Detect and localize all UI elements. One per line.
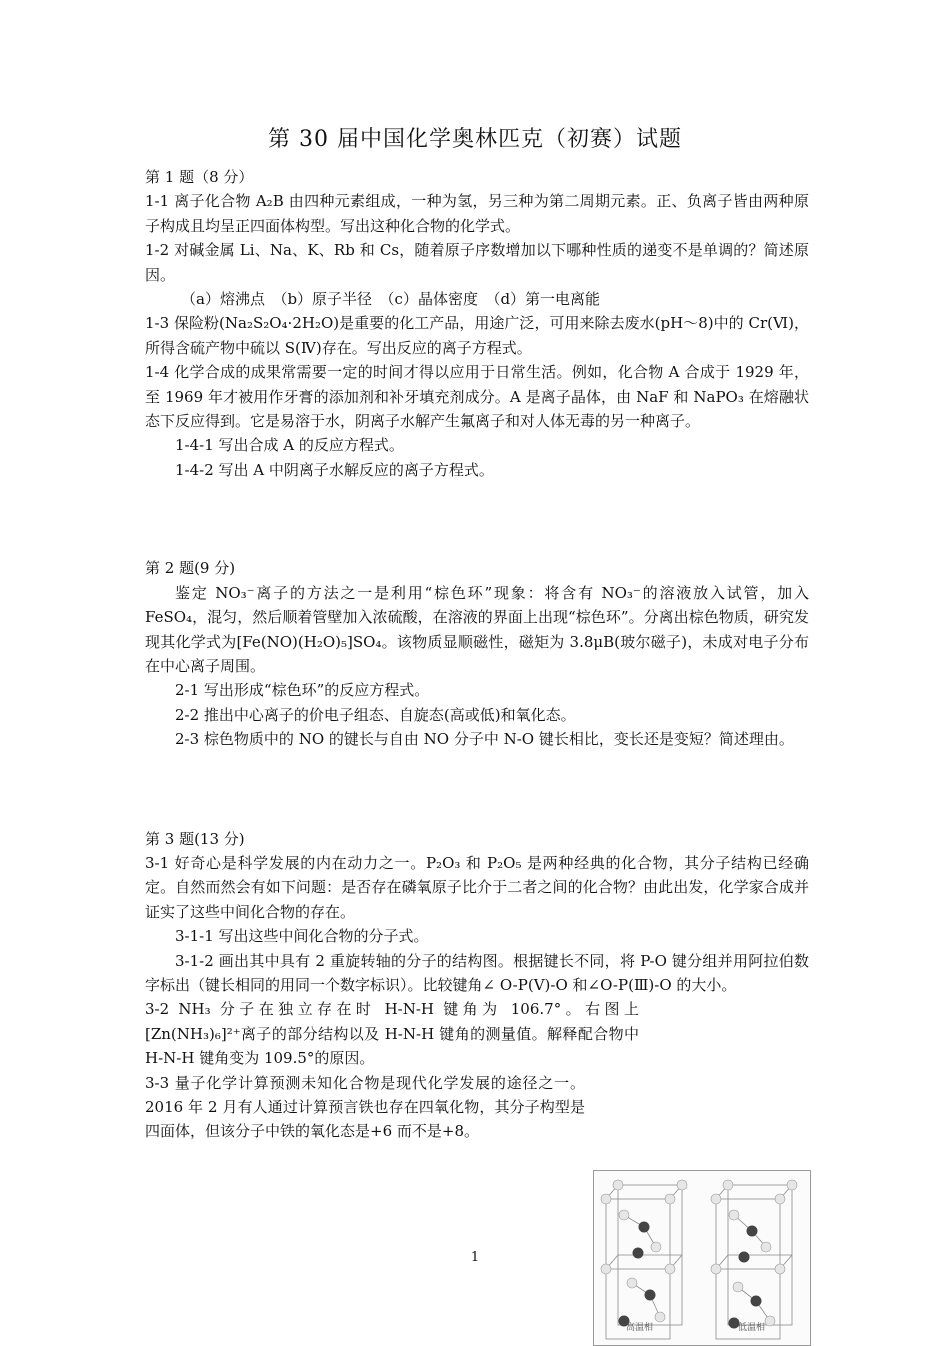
crystal-structure-drawing: [594, 1171, 810, 1345]
q2-1: 2-1 写出形成“棕色环”的反应方程式。: [175, 681, 430, 700]
q1-heading: 第 1 题（8 分）: [145, 168, 254, 186]
q3-2: 3-2 NH₃ 分子在独立存在时 H-N-H 键角为 106.7°。右图上[Zn(NH₃)₆]²⁺离子的部分结构以及 H-N-H 键角的测量值。解释配合物中 H-N-H 键角变为 109.5°的原因。: [145, 1000, 639, 1068]
q1-4: 1-4 化学合成的成果常需要一定的时间才得以应用于日常生活。例如，化合物 A 合成于 1929 年，至 1969 年才被用作牙膏的添加剂和补牙填充剂成分。A 是离子晶体，由 NaF 和 NaPO₃ 在熔融状态下反应得到。它是易溶于水，阴离子水解产生氟离子和对人体无毒的另一种离子。: [145, 363, 809, 431]
q1-4-1: 1-4-1 写出合成 A 的反应方程式。: [175, 436, 404, 455]
q1-4-2: 1-4-2 写出 A 中阴离子水解反应的离子方程式。: [175, 460, 494, 479]
q2-3: 2-3 棕色物质中的 NO 的键长与自由 NO 分子中 N-O 键长相比，变长还是变短？简述理由。: [175, 730, 794, 749]
answer-space: [145, 752, 809, 827]
page-title: 第 30 届中国化学奥林匹克（初赛）试题: [268, 127, 682, 152]
page-number: 1: [470, 1250, 480, 1265]
q2-heading: 第 2 题(9 分): [145, 559, 236, 578]
q3-1-2: 3-1-2 画出其中具有 2 重旋转轴的分子的结构图。根据键长不同，将 P-O 键分组并用阿拉伯数字标出（键长相同的用同一个数字标识）。比较键角∠ O-P(Ⅴ)-O 和∠O-P(Ⅲ)-O 的大小。: [145, 951, 809, 994]
q1-2: 1-2 对碱金属 Li、Na、K、Rb 和 Cs，随着原子序数增加以下哪种性质的递变不是单调的？简述原因。: [145, 241, 809, 284]
figure-caption-right: 低温相: [738, 1323, 766, 1333]
figure-caption-left: 高温相: [626, 1323, 654, 1333]
answer-space: [145, 482, 809, 556]
q3-3: 3-3 量子化学计算预测未知化合物是现代化学发展的途径之一。2016 年 2 月有人通过计算预言铁也存在四氧化物，其分子构型是四面体，但该分子中铁的氧化态是+6 而不是+8。: [145, 1073, 585, 1141]
q2-intro: 鉴定 NO₃⁻离子的方法之一是利用“棕色环”现象：将含有 NO₃⁻的溶液放入试管，加入 FeSO₄，混匀，然后顺着管壁加入浓硫酸，在溶液的界面上出现“棕色环”。分离出棕色物质，研究发现其化学式为[Fe(NO)(H₂O)₅]SO₄。该物质显顺磁性，磁矩为 3.8μB(玻尔磁子)，未成对电子分布在中心离子周围。: [145, 583, 809, 675]
q1-1: 1-1 离子化合物 A₂B 由四种元素组成，一种为氢，另三种为第二周期元素。正、负离子皆由两种原子构成且均呈正四面体构型。写出这种化合物的化学式。: [145, 192, 809, 235]
exam-content: [145, 165, 809, 1144]
q2-2: 2-2 推出中心离子的价电子组态、自旋态(高或低)和氧化态。: [175, 705, 576, 724]
q1-3: 1-3 保险粉(Na₂S₂O₄·2H₂O)是重要的化工产品，用途广泛，可用来除去废水(pH～8)中的 Cr(Ⅵ)，所得含硫产物中硫以 S(Ⅳ)存在。写出反应的离子方程式。: [145, 314, 809, 357]
q3-1-1: 3-1-1 写出这些中间化合物的分子式。: [175, 927, 429, 946]
q3-1: 3-1 好奇心是科学发展的内在动力之一。P₂O₃ 和 P₂O₅ 是两种经典的化合物，其分子结构已经确定。自然而然会有如下问题：是否存在磷氧原子比介于二者之间的化合物？由此出发，化学家合成并证实了这些中间化合物的存在。: [145, 853, 809, 921]
q1-2-options: （a）熔沸点 （b）原子半径 （c）晶体密度 （d）第一电离能: [181, 290, 601, 309]
q3-heading: 第 3 题(13 分): [145, 829, 245, 848]
